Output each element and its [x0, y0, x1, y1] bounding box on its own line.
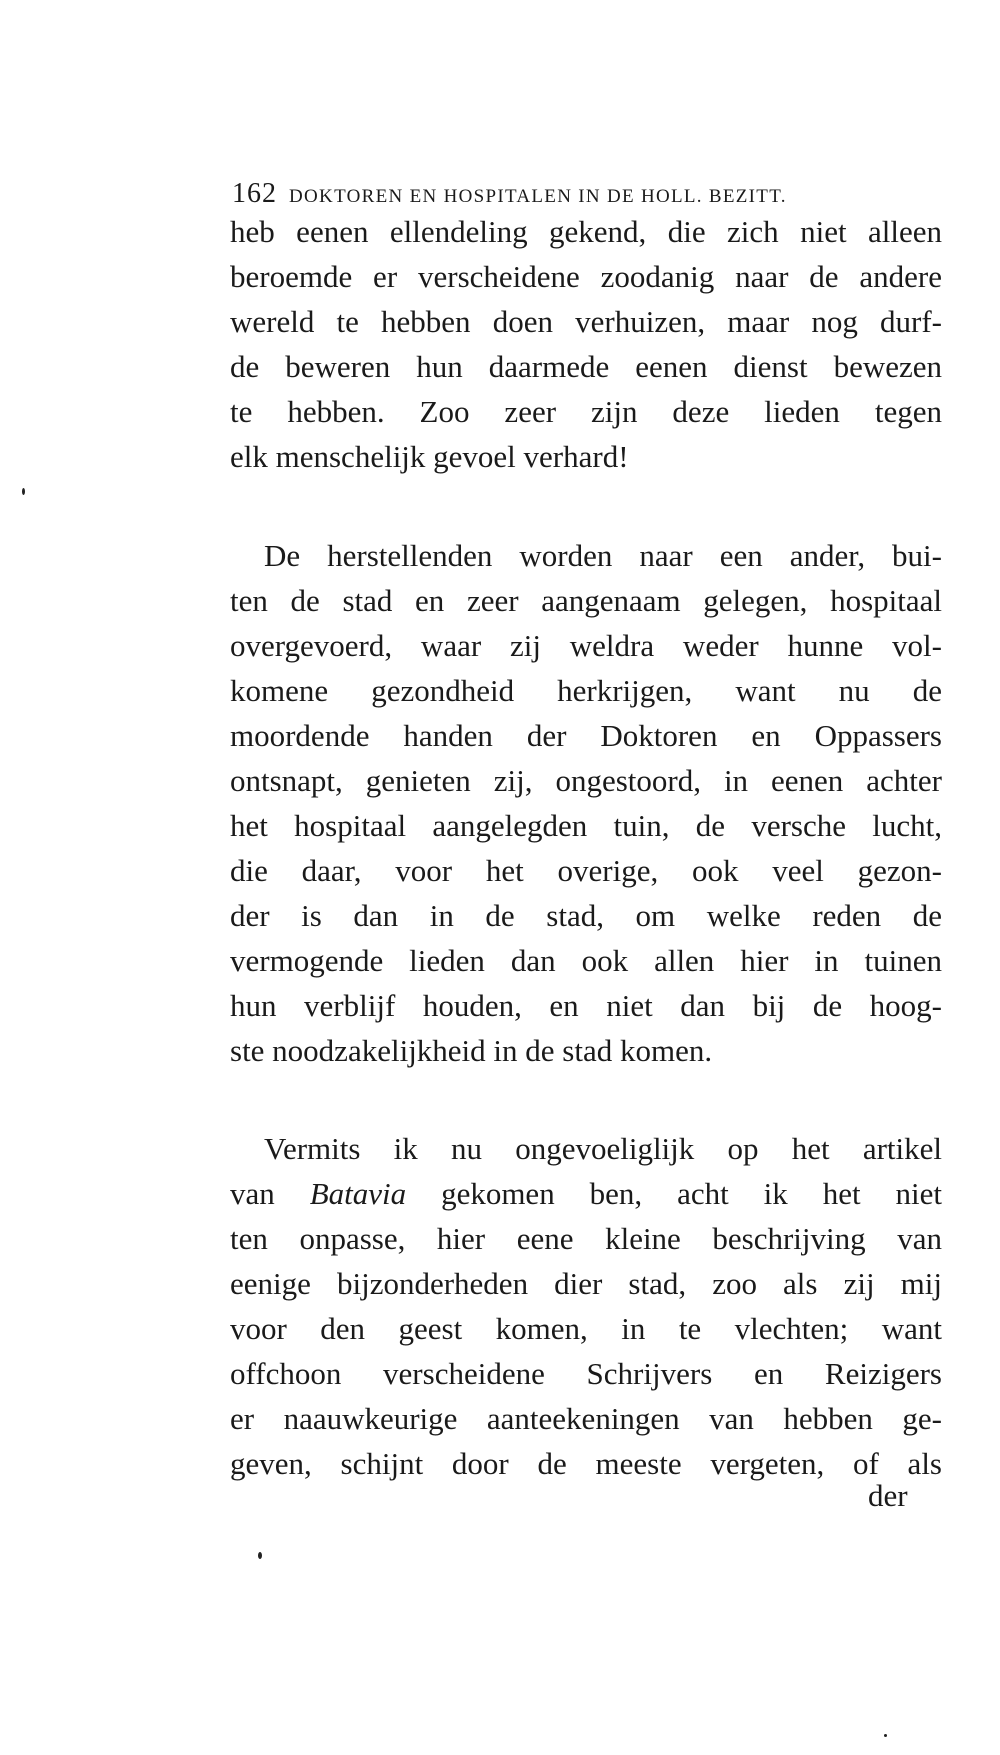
text-fragment: gekomen ben, acht ik het niet	[441, 1176, 942, 1211]
text-line: der is dan in de stad, om welke reden de	[230, 898, 942, 933]
text-line: elk menschelijk gevoel verhard!	[230, 439, 629, 474]
page-number: 162	[232, 178, 277, 209]
place-name-batavia: Batavia	[309, 1176, 407, 1211]
text-line: hun verblijf houden, en niet dan bij de hoog-	[230, 988, 942, 1023]
text-line: het hospitaal aangelegden tuin, de versche lucht,	[230, 808, 942, 843]
scan-speck	[884, 1734, 887, 1737]
text-line: geven, schijnt door de meeste vergeten, of als	[230, 1446, 942, 1481]
paragraph-3	[230, 1126, 942, 1486]
text-line: die daar, voor het overige, ook veel gezon-	[230, 853, 942, 888]
text-line: offchoon verscheidene Schrijvers en Reizigers	[230, 1356, 942, 1391]
catchword: der	[868, 1478, 908, 1513]
text-fragment: van	[230, 1176, 275, 1211]
text-line: wereld te hebben doen verhuizen, maar nog durf-	[230, 304, 942, 339]
running-head-title: DOKTOREN EN HOSPITALEN IN DE HOLL. BEZITT.	[289, 186, 787, 207]
text-line: de beweren hun daarmede eenen dienst bewezen	[230, 349, 942, 384]
text-line: eenige bijzonderheden dier stad, zoo als zij mij	[230, 1266, 942, 1301]
paragraph-1	[230, 209, 942, 479]
text-line: er naauwkeurige aanteekeningen van hebben ge-	[230, 1401, 942, 1436]
text-line: ste noodzakelijkheid in de stad komen.	[230, 1033, 713, 1068]
text-line: heb eenen ellendeling gekend, die zich niet alleen	[230, 214, 942, 249]
text-line: ontsnapt, genieten zij, ongestoord, in eenen achter	[230, 763, 942, 798]
text-line: ten onpasse, hier eene kleine beschrijving van	[230, 1221, 942, 1256]
text-line-with-italic	[230, 1171, 942, 1216]
paragraph-2	[230, 533, 942, 1073]
running-header	[232, 178, 942, 212]
text-line: vermogende lieden dan ook allen hier in tuinen	[230, 943, 942, 978]
scan-speck	[258, 1552, 262, 1559]
text-line: ten de stad en zeer aangenaam gelegen, hospitaal	[230, 583, 942, 618]
text-line: te hebben. Zoo zeer zijn deze lieden tegen	[230, 394, 942, 429]
text-line: beroemde er verscheidene zoodanig naar de andere	[230, 259, 942, 294]
text-line: De herstellenden worden naar een ander, bui-	[264, 538, 942, 573]
text-line: moordende handen der Doktoren en Oppassers	[230, 718, 942, 753]
text-line: overgevoerd, waar zij weldra weder hunne vol-	[230, 628, 942, 663]
scan-speck	[22, 488, 25, 495]
text-line: Vermits ik nu ongevoeliglijk op het artikel	[264, 1131, 942, 1166]
text-line: voor den geest komen, in te vlechten; want	[230, 1311, 942, 1346]
text-line: komene gezondheid herkrijgen, want nu de	[230, 673, 942, 708]
